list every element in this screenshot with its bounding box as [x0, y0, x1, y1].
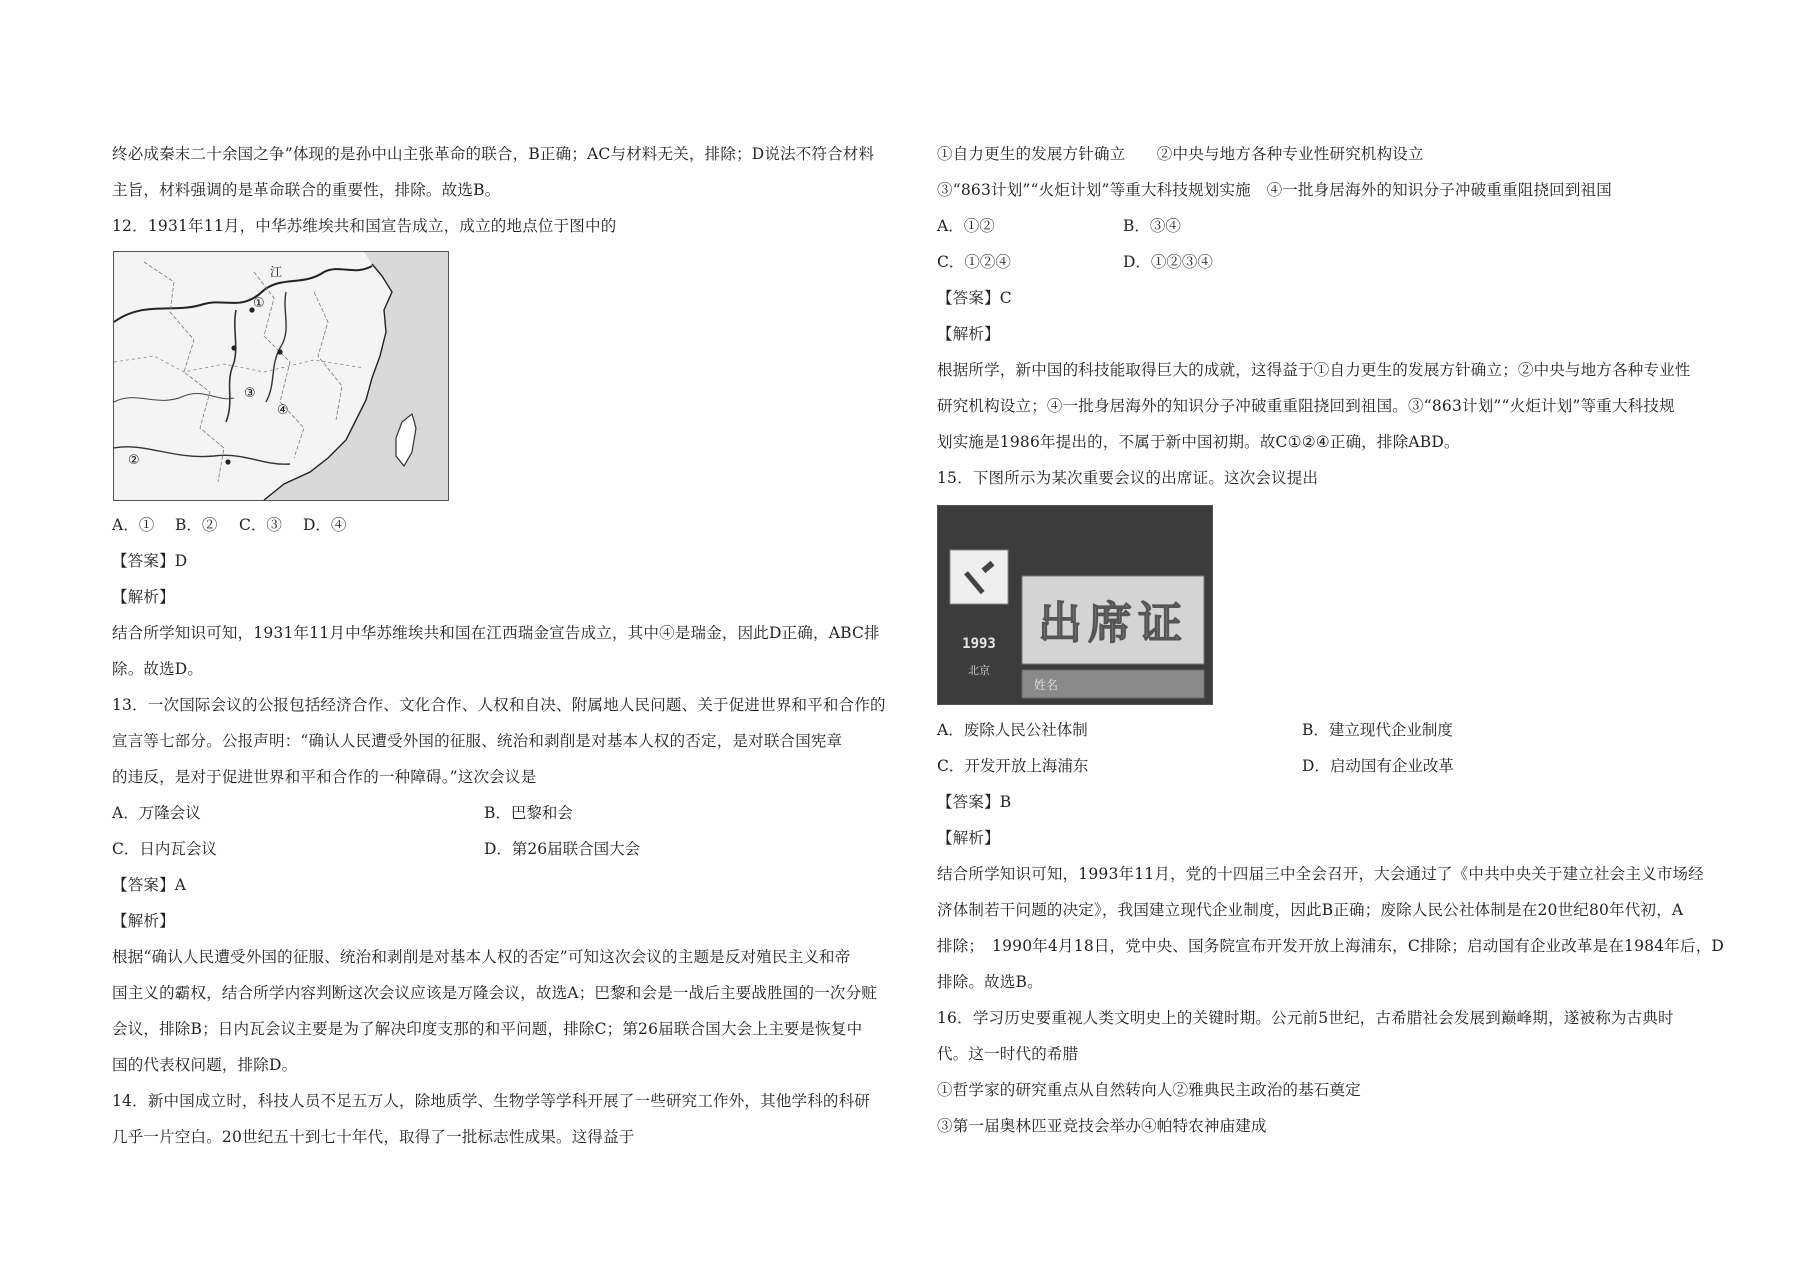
q12-answer: 【答案】D — [112, 552, 188, 570]
q12-stem: 12．1931年11月，中华苏维埃共和国宣告成立，成立的地点位于图中的 — [112, 217, 617, 235]
q13-option-d: D．第26届联合国大会 — [484, 840, 641, 858]
q14-answer: 【答案】C — [937, 289, 1012, 307]
q12-analysis-line: 结合所学知识可知，1931年11月中华苏维埃共和国在江西瑞金宣告成立，其中④是瑞金，因此D正确，ABC排 — [112, 624, 880, 642]
map-marker-2: ② — [128, 453, 140, 468]
q16-stem-line: 代。这一时代的希腊 — [937, 1045, 1079, 1063]
q13-answer: 【答案】A — [112, 876, 187, 894]
q13-stem-line: 宣言等七部分。公报声明：“确认人民遭受外国的征服、统治和剥削是对基本人权的否定，是对联合国宪章 — [112, 732, 843, 750]
q16-item-line: ③第一届奥林匹亚竞技会举办④帕特农神庙建成 — [937, 1117, 1267, 1135]
q14-analysis-line: 根据所学，新中国的科技能取得巨大的成就，这得益于①自力更生的发展方针确立；②中央与地方各种专业性 — [937, 361, 1691, 379]
pass-city: 北京 — [968, 664, 990, 677]
q12-option-b: B．② — [175, 516, 218, 534]
q14-option-b: B．③④ — [1123, 217, 1181, 235]
q16-stem-line: 16．学习历史要重视人类文明史上的关键时期。公元前5世纪，古希腊社会发展到巅峰期，遂被称为古典时 — [937, 1009, 1674, 1027]
q12-map — [113, 251, 449, 501]
pass-title: 出席证 — [1038, 598, 1188, 649]
q14-item-line: ③“863计划”“火炬计划”等重大科技规划实施 ④一批身居海外的知识分子冲破重重阻挠回到祖国 — [937, 181, 1612, 199]
map-marker-4: ④ — [277, 403, 289, 418]
map-label-jiang: 江 — [270, 265, 283, 279]
q15-option-a: A．废除人民公社体制 — [937, 721, 1088, 739]
q15-analysis-line: 排除。故选B。 — [937, 973, 1043, 991]
q13-stem-line: 13．一次国际会议的公报包括经济合作、文化合作、人权和自决、附属地人民问题、关于促进世界和平和合作的 — [112, 696, 886, 714]
q14-stem-line: 14．新中国成立时，科技人员不足五万人，除地质学、生物学等学科开展了一些研究工作外，其他学科的科研 — [112, 1092, 871, 1110]
pass-card-image — [938, 506, 1212, 704]
q12-option-c: C．③ — [239, 516, 282, 534]
q15-stem: 15．下图所示为某次重要会议的出席证。这次会议提出 — [937, 469, 1319, 487]
q15-analysis-line: 济体制若干问题的决定》，我国建立现代企业制度，因此B正确；废除人民公社体制是在20世纪80年代初，A — [937, 901, 1684, 919]
q14-item-line: ①自力更生的发展方针确立 ②中央与地方各种专业性研究机构设立 — [937, 145, 1424, 163]
q14-analysis-label: 【解析】 — [937, 325, 1000, 343]
q12-option-a: A．① — [112, 516, 155, 534]
q15-option-c: C．开发开放上海浦东 — [937, 757, 1089, 775]
pass-year: 1993 — [962, 636, 996, 652]
q16-item-line: ①哲学家的研究重点从自然转向人②雅典民主政治的基石奠定 — [937, 1081, 1361, 1099]
q15-analysis-line: 结合所学知识可知，1993年11月，党的十四届三中全会召开，大会通过了《中共中央关于建立社会主义市场经 — [937, 865, 1704, 883]
q15-answer: 【答案】B — [937, 793, 1012, 811]
q15-analysis-label: 【解析】 — [937, 829, 1000, 847]
q14-option-c: C．①②④ — [937, 253, 1011, 271]
q13-analysis-line: 国主义的霸权，结合所学内容判断这次会议应该是万隆会议，故选A；巴黎和会是一战后主要战胜国的一次分赃 — [112, 984, 877, 1002]
q15-analysis-line: 排除； 1990年4月18日，党中央、国务院宣布开发开放上海浦东，C排除；启动国有企业改革是在1984年后，D — [937, 937, 1725, 955]
q14-analysis-line: 研究机构设立；④一批身居海外的知识分子冲破重重阻挠回到祖国。③“863计划”“火炬计划”等重大科技规 — [937, 397, 1675, 415]
map-marker-3: ③ — [244, 386, 256, 401]
q14-analysis-line: 划实施是1986年提出的，不属于新中国初期。故C①②④正确，排除ABD。 — [937, 433, 1460, 451]
q12-analysis-line: 除。故选D。 — [112, 660, 204, 678]
q13-option-c: C．日内瓦会议 — [112, 840, 217, 858]
q14-option-d: D．①②③④ — [1123, 253, 1213, 271]
q15-option-d: D．启动国有企业改革 — [1302, 757, 1454, 775]
q13-analysis-line: 根据“确认人民遭受外国的征服、统治和剥削是对基本人权的否定”可知这次会议的主题是反对殖民主义和帝 — [112, 948, 851, 966]
q14-option-a: A．①② — [937, 217, 995, 235]
q13-analysis-line: 会议，排除B；日内瓦会议主要是为了解决印度支那的和平问题，排除C；第26届联合国大会上主要是恢复中 — [112, 1020, 863, 1038]
pass-name-field: 姓名 — [1034, 678, 1059, 692]
q15-option-b: B．建立现代企业制度 — [1302, 721, 1453, 739]
q11-analysis-line: 主旨，材料强调的是革命联合的重要性，排除。故选B。 — [112, 181, 501, 199]
q13-stem-line: 的违反，是对于促进世界和平和合作的一种障碍。”这次会议是 — [112, 768, 537, 786]
china-southeast-map-image — [114, 252, 448, 500]
q13-option-b: B．巴黎和会 — [484, 804, 573, 822]
q15-pass-card — [937, 505, 1213, 705]
q14-stem-line: 几乎一片空白。20世纪五十到七十年代，取得了一批标志性成果。这得益于 — [112, 1128, 635, 1146]
q11-analysis-line: 终必成秦末二十余国之争”体现的是孙中山主张革命的联合，B正确；AC与材料无关，排除；D说法不符合材料 — [112, 145, 875, 163]
q13-analysis-label: 【解析】 — [112, 912, 175, 930]
q13-analysis-line: 国的代表权问题，排除D。 — [112, 1056, 298, 1074]
q12-analysis-label: 【解析】 — [112, 588, 175, 606]
q13-option-a: A．万隆会议 — [112, 804, 201, 822]
q12-option-d: D．④ — [303, 516, 347, 534]
map-marker-1: ① — [253, 296, 265, 311]
